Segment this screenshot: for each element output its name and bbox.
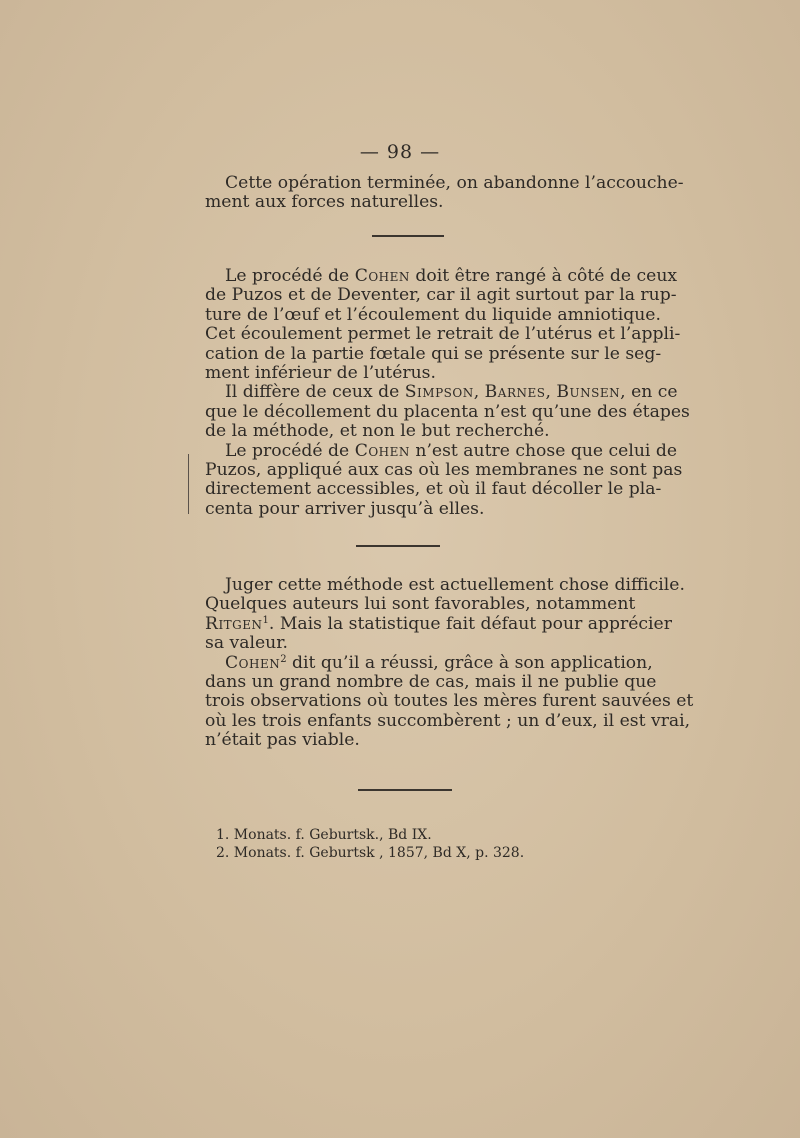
footnote-ref: 2	[280, 653, 287, 665]
section-cohen-procedure	[205, 266, 690, 519]
intro-paragraph	[205, 173, 684, 213]
margin-bracket	[188, 454, 193, 514]
author-name: Ritgen	[205, 613, 263, 634]
text-line: Cette opération terminée, on abandonne l’accouche-	[225, 173, 684, 193]
page-number: — 98 —	[359, 141, 441, 163]
text-line: Cohen$^2$ dit qu’il a réussi, grâce à son application,	[225, 652, 653, 673]
text-line: centa pour arriver jusqu’à elles.	[205, 498, 485, 519]
text-line: cation de la partie fœtale qui se présente sur le seg-	[205, 343, 662, 364]
author-name: Cohen	[354, 266, 410, 286]
text-line: directement accessibles, et où il faut décoller le pla-	[205, 479, 662, 500]
text-line: de la méthode, et non le but recherché.	[205, 421, 550, 442]
text-line: n’était pas viable.	[205, 730, 360, 751]
footnote-1: 1. Monats. f. Geburtsk., Bd IX.	[216, 827, 432, 843]
text-line: ment inférieur de l’utérus.	[205, 362, 436, 383]
text-line: Cet écoulement permet le retrait de l’utérus et l’appli-	[205, 324, 681, 345]
text-line: que le décollement du placenta n’est qu’une des étapes	[205, 401, 690, 422]
text-line: Le procédé de Cohen doit être rangé à côté de ceux	[225, 266, 678, 286]
text-line: dans un grand nombre de cas, mais il ne publie que	[205, 671, 657, 692]
section-divider	[356, 545, 440, 547]
author-name: Cohen	[354, 440, 410, 461]
text-line: Puzos, appliqué aux cas où les membranes ne sont pas	[205, 459, 683, 480]
section-evaluation	[205, 575, 694, 751]
text-line: Quelques auteurs lui sont favorables, notamment	[205, 594, 636, 615]
text-line: sa valeur.	[205, 633, 289, 654]
text-line: ture de l’œuf et l’écoulement du liquide amniotique.	[205, 304, 661, 325]
text-line: ment aux forces naturelles.	[205, 192, 444, 213]
text-line: Juger cette méthode est actuellement chose difficile.	[225, 575, 685, 595]
author-name: Simpson	[404, 382, 474, 403]
author-name: Cohen	[225, 652, 281, 673]
author-name: Barnes	[484, 382, 546, 403]
section-divider	[372, 235, 444, 237]
text-line: Ritgen$^1$. Mais la statistique fait défaut pour apprécier	[205, 613, 672, 634]
text-line: de Puzos et de Deventer, car il agit surtout par la rup-	[205, 285, 677, 306]
footnote-ref: 1	[262, 614, 269, 626]
text-line: Le procédé de Cohen n’est autre chose que celui de	[225, 440, 678, 461]
text-line: trois observations où toutes les mères furent sauvées et	[205, 691, 694, 712]
author-name: Bunsen	[556, 382, 621, 403]
text-line: où les trois enfants succombèrent ; un d’eux, il est vrai,	[205, 710, 691, 731]
footnote-2: 2. Monats. f. Geburtsk , 1857, Bd X, p. 328.	[216, 845, 525, 861]
text-line: Il diffère de ceux de Simpson, Barnes, Bunsen, en ce	[225, 382, 678, 403]
footnote-divider	[358, 789, 452, 791]
